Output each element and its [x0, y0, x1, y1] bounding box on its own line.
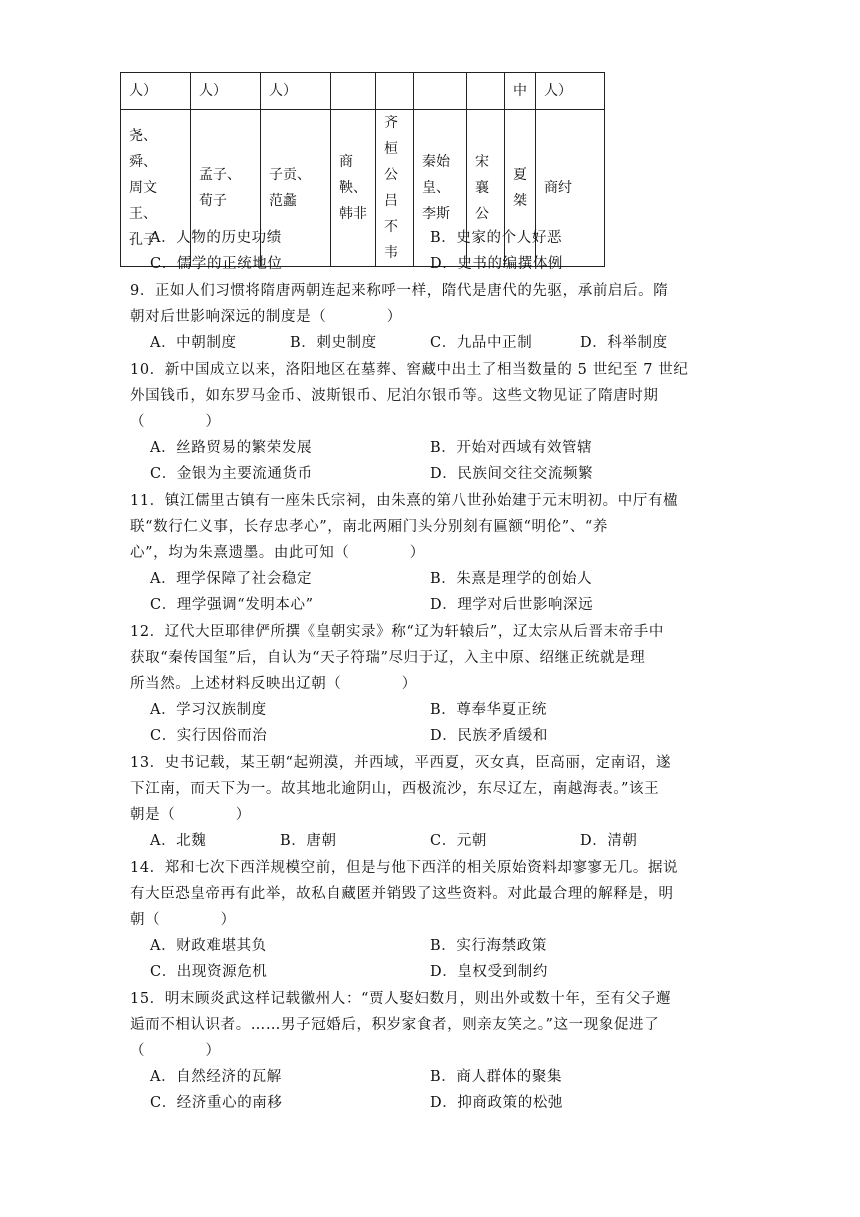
q14-stem: 朝（ ）: [130, 912, 236, 928]
q10-option-c: C．金银为主要流通货币: [150, 466, 313, 482]
q10-option-d: D．民族间交往交流频繁: [430, 466, 594, 482]
table-cell: 尧、舜、 周文王、 孔子: [121, 110, 191, 267]
q11-option-c: C．理学强调“发明本心”: [150, 597, 314, 613]
q15-option-b: B．商人群体的聚集: [430, 1069, 563, 1085]
q10-option-a: A．丝路贸易的繁荣发展: [150, 440, 313, 456]
q10-stem: （ ）: [130, 414, 221, 430]
q11-option-d: D．理学对后世影响深远: [430, 597, 594, 613]
table-cell: 人）: [536, 73, 605, 110]
q14-stem: 有大臣恐皇帝再有此举，故私自藏匿并销毁了这些资料。对此最合理的解释是，明: [130, 886, 674, 902]
q13-option-a: A．北魏: [150, 833, 207, 849]
q12-option-b: B．尊奉华夏正统: [430, 702, 547, 718]
q13-stem: 13．史书记载，某王朝“起朔漠，并西域，平西夏，灭女真，臣高丽，定南诏，遂: [130, 755, 672, 771]
q12-option-a: A．学习汉族制度: [150, 702, 267, 718]
q12-stem: 获取“秦传国玺”后，自认为“天子符瑞”尽归于辽，入主中原、绍继正统就是理: [130, 650, 646, 666]
q11-stem: 心”，均为朱熹遗墨。由此可知（ ）: [130, 545, 425, 561]
q13-stem: 下江南，而天下为一。故其地北逾阴山，西极流沙，东尽辽左，南越海表。”该王: [130, 781, 660, 797]
table-cell: 秦始 皇、 李斯: [414, 110, 467, 267]
q12-stem: 所当然。上述材料反映出辽朝（ ）: [130, 676, 417, 692]
q9-option-b: B．刺史制度: [290, 335, 377, 351]
q15-stem: 逅而不相认识者。……男子冠婚后，积岁家食者，则亲友笑之。”这一现象促进了: [130, 1017, 660, 1033]
q8-option-c: C．儒学的正统地位: [150, 256, 283, 272]
table-cell: [331, 73, 376, 110]
q9-option-d: D．科举制度: [580, 335, 668, 351]
table-cell: 子贡、 范蠡: [261, 110, 331, 267]
table-cell: 人）: [191, 73, 261, 110]
q13-stem: 朝是（ ）: [130, 807, 251, 823]
q14-option-b: B．实行海禁政策: [430, 938, 547, 954]
q8-option-d: D．史书的编撰体例: [430, 256, 564, 272]
q11-stem: 联“数行仁义事，长存忠孝心”，南北两厢门头分别刻有匾额“明伦”、“养: [130, 519, 608, 535]
q14-stem: 14．郑和七次下西洋规模空前，但是与他下西洋的相关原始资料却寥寥无几。据说: [130, 860, 679, 876]
q9-stem: 朝对后世影响深远的制度是（ ）: [130, 309, 402, 325]
q11-option-a: A．理学保障了社会稳定: [150, 571, 313, 587]
table-cell: 人）: [121, 73, 191, 110]
table-row: [121, 73, 605, 110]
q10-stem: 外国钱币，如东罗马金币、波斯银币、尼泊尔银币等。这些文物见证了隋唐时期: [130, 388, 659, 404]
q12-option-d: D．民族矛盾缓和: [430, 728, 548, 744]
q11-option-b: B．朱熹是理学的创始人: [430, 571, 593, 587]
table-cell: 宋襄 公: [467, 110, 505, 267]
table-cell: 中: [505, 73, 536, 110]
q13-option-d: D．清朝: [580, 833, 638, 849]
q12-option-c: C．实行因俗而治: [150, 728, 268, 744]
q14-option-c: C．出现资源危机: [150, 964, 268, 980]
q8-option-a: A．人物的历史功绩: [150, 230, 282, 246]
q14-option-d: D．皇权受到制约: [430, 964, 548, 980]
q15-stem: 15．明末顾炎武这样记载徽州人：“贾人娶妇数月，则出外或数十年，至有父子邂: [130, 991, 672, 1007]
table-cell: 商 鞅、 韩非: [331, 110, 376, 267]
q12-stem: 12．辽代大臣耶律俨所撰《皇朝实录》称“辽为轩辕后”，辽太宗从后晋末帝手中: [130, 624, 664, 640]
q9-stem: 9．正如人们习惯将隋唐两朝连起来称呼一样，隋代是唐代的先驱，承前启后。隋: [130, 283, 669, 299]
q10-stem: 10．新中国成立以来，洛阳地区在墓葬、窖藏中出土了相当数量的 5 世纪至 7 世纪: [130, 362, 689, 378]
q15-option-c: C．经济重心的南移: [150, 1095, 283, 1111]
q14-option-a: A．财政难堪其负: [150, 938, 267, 954]
q13-option-b: B．唐朝: [280, 833, 337, 849]
q9-option-a: A．中朝制度: [150, 335, 237, 351]
table-cell: 人）: [261, 73, 331, 110]
table-cell: 齐桓 公 吕不 韦: [376, 110, 414, 267]
table-cell: 孟子、 荀子: [191, 110, 261, 267]
table-cell: [467, 73, 505, 110]
q11-stem: 11．镇江儒里古镇有一座朱氏宗祠，由朱熹的第八世孙始建于元末明初。中厅有楹: [130, 493, 679, 509]
q10-option-b: B．开始对西域有效管辖: [430, 440, 593, 456]
q15-stem: （ ）: [130, 1043, 221, 1059]
table-cell: [414, 73, 467, 110]
q9-option-c: C．九品中正制: [430, 335, 533, 351]
q15-option-d: D．抑商政策的松弛: [430, 1095, 564, 1111]
q13-option-c: C．元朝: [430, 833, 487, 849]
table-cell: 商纣: [536, 110, 605, 267]
table-cell: [376, 73, 414, 110]
q15-option-a: A．自然经济的瓦解: [150, 1069, 282, 1085]
table-cell: 夏 桀: [505, 110, 536, 267]
q8-option-b: B．史家的个人好恶: [430, 230, 563, 246]
